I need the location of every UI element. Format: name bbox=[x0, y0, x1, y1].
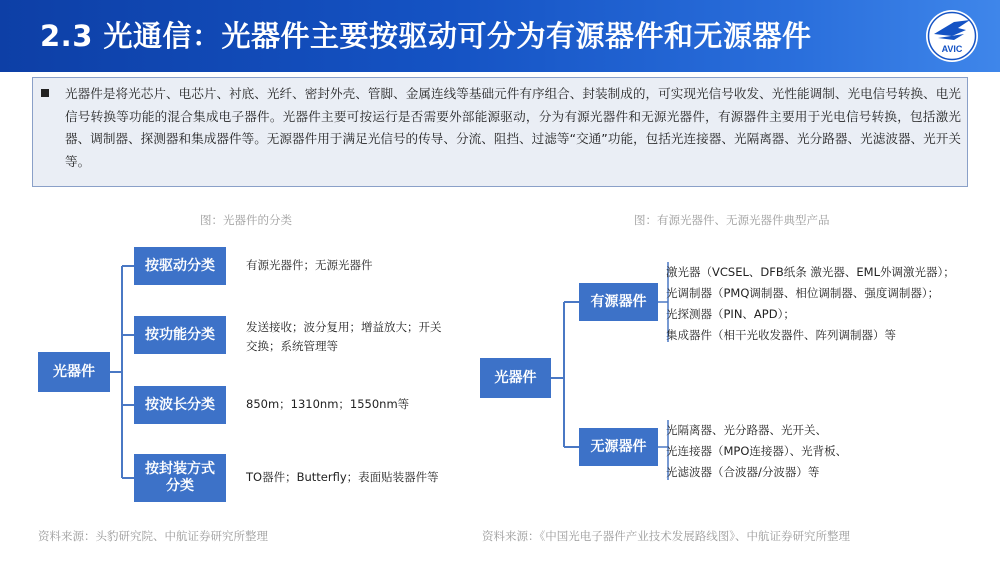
function-desc-line2: 交换；系统管理等 bbox=[246, 339, 338, 353]
page-title: 2.3 光通信：光器件主要按驱动可分为有源器件和无源器件 bbox=[40, 19, 812, 53]
wavelength-desc: 850m；1310nm；1550nm等 bbox=[246, 397, 410, 411]
passive-item-line2: 光连接器（MPO连接器）、光背板、 bbox=[666, 444, 848, 458]
drive-desc: 有源光器件；无源光器件 bbox=[246, 258, 373, 272]
right-figure-caption: 图：有源光器件、无源光器件典型产品 bbox=[634, 213, 830, 227]
branch-package-label-line2: 分类 bbox=[166, 478, 194, 494]
left-source-note: 资料来源：头豹研究院、中航证券研究所整理 bbox=[38, 529, 268, 543]
active-device-list bbox=[666, 262, 955, 346]
branch-package-classification bbox=[134, 454, 226, 502]
right-root-node: 光器件 bbox=[480, 358, 551, 398]
passive-item-line1: 光隔离器、光分路器、光开关、 bbox=[666, 423, 827, 437]
active-item-integrated: 集成器件（相干光收发器件、阵列调制器）等 bbox=[666, 328, 896, 342]
logo-text: AVIC bbox=[941, 44, 963, 54]
branch-wavelength-classification: 按波长分类 bbox=[134, 386, 226, 424]
branch-package-label-line1: 按封装方式 bbox=[145, 461, 215, 477]
active-device-node: 有源器件 bbox=[579, 283, 658, 321]
passive-device-list bbox=[666, 420, 847, 483]
function-desc-line1: 发送接收；波分复用；增益放大；开关 bbox=[246, 320, 442, 334]
function-desc bbox=[246, 318, 442, 356]
left-figure-caption: 图：光器件的分类 bbox=[200, 213, 292, 227]
left-root-node: 光器件 bbox=[38, 352, 110, 392]
branch-function-classification: 按功能分类 bbox=[134, 316, 226, 354]
package-desc: TO器件；Butterfly；表面贴装器件等 bbox=[246, 470, 439, 484]
active-item-detector: 光探测器（PIN、APD）； bbox=[666, 307, 795, 321]
passive-item-line3: 光滤波器（合波器/分波器）等 bbox=[666, 465, 820, 479]
right-source-note: 资料来源：《中国光电子器件产业技术发展路线图》、中航证券研究所整理 bbox=[482, 529, 850, 543]
branch-drive-classification: 按驱动分类 bbox=[134, 247, 226, 285]
summary-text: 光器件是将光芯片、电芯片、衬底、光纤、密封外壳、管脚、金属连线等基础元件有序组合、封装制成的，可实现光信号收发、光性能调制、光电信号转换、电光信号转换等功能的混合集成电子器件。光器件主要可按运行是否需要外部能源驱动，分为有源光器件和无源光器件，有源器件主要用于光电信号转换，包括激光器、调制器、探测器和集成器件等。无源器件用于满足光信号的传导、分流、阻挡、过滤等“交通”功能，包括光连接器、光隔离器、光分路器、光滤波器、光开关等。 bbox=[65, 86, 961, 169]
active-item-laser: 激光器（VCSEL、DFB纸条 激光器、EML外调激光器）； bbox=[666, 265, 955, 279]
active-item-modulator: 光调制器（PMQ调制器、相位调制器、强度调制器）； bbox=[666, 286, 940, 300]
passive-device-node: 无源器件 bbox=[579, 428, 658, 466]
